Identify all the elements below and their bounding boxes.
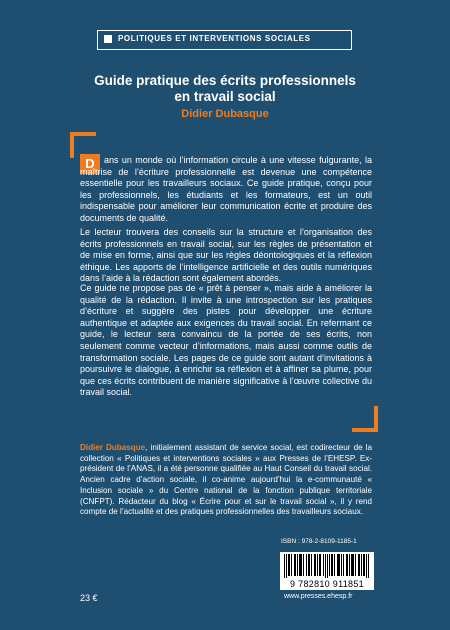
blurb-paragraph-1: ans un monde où l’information circule à une vitesse fulgurante, la maîtrise de l’écriture professionnelle est devenue une compétence essentielle pour les travailleurs sociaux. Ce guide pratique, conçu pour les professionnels, les étudiants et les formateurs, est un outil indispensable pour améliorer leur communication écrite et produire des documents de qualité.	[80, 155, 372, 223]
author-bio	[80, 443, 372, 518]
drop-cap: D	[80, 154, 100, 174]
publisher-website: www.presses.ehesp.fr	[284, 593, 353, 600]
price: 23 €	[80, 593, 98, 603]
book-title-line-1: Guide pratique des écrits professionnels	[94, 73, 356, 88]
corner-bracket-bottom-right	[352, 406, 378, 432]
square-icon	[104, 35, 112, 43]
isbn: ISBN : 978-2-8109-1185-1	[281, 538, 357, 545]
series-banner	[97, 30, 352, 50]
barcode-bars	[284, 554, 370, 578]
author-name: Didier Dubasque	[181, 108, 269, 120]
blurb-paragraph-3: Ce guide ne propose pas de « prêt à penser », mais aide à améliorer la qualité de la rédaction. Il invite à une introspection sur les pratiques d’écriture et suggère des pistes pour développer une écriture authentique et adaptée aux exigences du travail social. En refermant ce guide, le lecteur sera convaincu de la portée de ses écrits, non seulement comme vecteur d’informations, mais aussi comme outils de transformation sociale. Les pages de ce guide sont autant d’invitations à poursuivre le dialogue, à enrichir sa réflexion et à affiner sa plume, pour que ces écrits contribuent de manière significative à l’œuvre collective du travail social.	[80, 283, 372, 398]
series-name: POLITIQUES ET INTERVENTIONS SOCIALES	[118, 34, 311, 43]
bio-text: , initialement assistant de service social, est codirecteur de la collection « Politiques et interventions sociales » aux Presses de l’EHESP. Ex-président de l’ANAS, il a été personne qualifiée au Haut Conseil du travail social. Ancien cadre d’action sociale, il co-anime aujourd’hui la e-communauté « Inclusion sociale » du Centre national de la fonction publique territoriale (CNFPT). Rédacteur du blog « Écrire pour et sur le travail social », il y rend compte de l’actualité et des pratiques professionnelles des travailleurs sociaux.	[80, 443, 372, 517]
bio-author-name: Didier Dubasque	[80, 443, 146, 452]
barcode-digits: 9 782810 911851	[280, 578, 374, 590]
book-title-line-2: en travail social	[174, 89, 276, 104]
blurb-paragraph-2: Le lecteur trouvera des conseils sur la structure et l’organisation des écrits professionnels en travail social, sur les règles de présentation et de mise en forme, ainsi que sur les règles déontologiques et la réflexion éthique. Les apports de l’intelligence artificielle et des outils numériques dans l’aide à la rédaction sont également abordés.	[80, 227, 372, 284]
